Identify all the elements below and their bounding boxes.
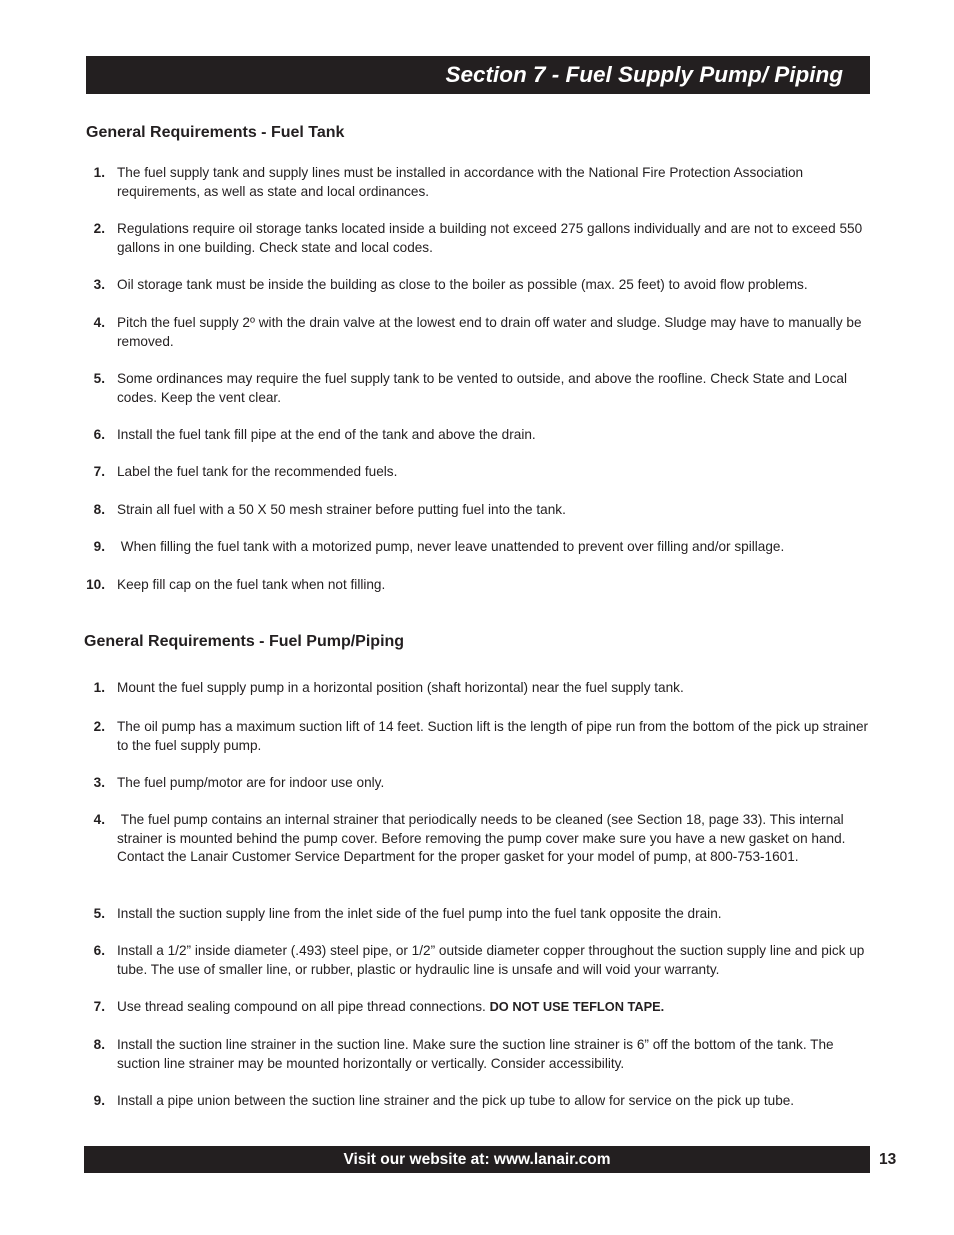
list-item: [82, 811, 872, 867]
item-number: 5.: [93, 371, 105, 386]
item-text: Regulations require oil storage tanks located inside a building not exceed 275 gallons individually and are not to exceed 550 gallons in one building. Check state and local codes.: [117, 221, 863, 255]
item-text-plain: Use thread sealing compound on all pipe thread connections.: [117, 999, 490, 1014]
item-text: Some ordinances may require the fuel supply tank to be vented to outside, and above the roofline. Check State and Local codes. Keep the vent clear.: [117, 371, 847, 405]
item-number: 1.: [93, 680, 105, 695]
list-item: [82, 718, 872, 755]
fuel-tank-heading: General Requirements - Fuel Tank: [86, 124, 345, 141]
item-number: 3.: [93, 277, 105, 292]
fuel-pump-heading: General Requirements - Fuel Pump/Piping: [84, 633, 405, 650]
item-text: When filling the fuel tank with a motorized pump, never leave unattended to prevent over filling and/or spillage.: [117, 539, 785, 554]
list-item: [82, 314, 872, 351]
item-text: Install the suction supply line from the inlet side of the fuel pump into the fuel tank opposite the drain.: [117, 906, 722, 921]
item-text: Strain all fuel with a 50 X 50 mesh strainer before putting fuel into the tank.: [117, 502, 566, 517]
item-number: 9.: [93, 1093, 105, 1108]
item-text: The fuel pump contains an internal strainer that periodically needs to be cleaned (see Section 18, page 33). This internal strainer is mounted behind the pump cover. Before removing the pump cover make sure you have a new gasket on hand. Contact the Lanair Customer Service Department for the proper gasket for your model of pump, at 800-753-1601.: [117, 812, 850, 864]
item-text: Install a pipe union between the suction line strainer and the pick up tube to allow for service on the pick up tube.: [117, 1093, 795, 1108]
list-item: [82, 942, 872, 979]
item-text: Label the fuel tank for the recommended fuels.: [117, 464, 398, 479]
item-text: Oil storage tank must be inside the building as close to the boiler as possible (max. 25 feet) to avoid flow problems.: [117, 277, 808, 292]
item-number: 9.: [93, 539, 105, 554]
item-text: Mount the fuel supply pump in a horizontal position (shaft horizontal) near the fuel supply tank.: [117, 680, 684, 695]
item-text: The fuel pump/motor are for indoor use only.: [117, 775, 385, 790]
footer-bar: [84, 1146, 870, 1173]
list-item: [82, 370, 872, 407]
item-number: 8.: [93, 1037, 105, 1052]
item-text: Install the fuel tank fill pipe at the end of the tank and above the drain.: [117, 427, 536, 442]
list-item: [82, 426, 872, 445]
item-number: 3.: [93, 775, 105, 790]
list-item: [82, 1036, 872, 1073]
item-text: Install a 1/2” inside diameter (.493) steel pipe, or 1/2” outside diameter copper throughout the suction supply line and pick up tube. The use of smaller line, or rubber, plastic or hydraulic line is unsafe and will void your warranty.: [117, 943, 865, 977]
item-number: 6.: [93, 427, 105, 442]
list-item: [82, 164, 872, 201]
item-text: Install the suction line strainer in the suction line. Make sure the suction line strainer is 6” off the bottom of the tank. The suction line strainer may be mounted horizontally or vertically. Consider accessibility.: [117, 1037, 834, 1071]
item-number: 5.: [93, 906, 105, 921]
item-text: The fuel supply tank and supply lines must be installed in accordance with the National Fire Protection Association requirements, as well as state and local ordinances.: [117, 165, 804, 199]
item-number: 1.: [93, 165, 105, 180]
item-text: [117, 998, 872, 1017]
item-number: 2.: [93, 719, 105, 734]
section-title: Section 7 - Fuel Supply Pump/ Piping: [445, 62, 843, 87]
item-text: The oil pump has a maximum suction lift of 14 feet. Suction lift is the length of pipe run from the bottom of the pick up strainer to the fuel supply pump.: [117, 719, 869, 753]
section-header-bar: [86, 56, 870, 94]
list-item: [82, 576, 872, 595]
item-number: 8.: [93, 502, 105, 517]
item-text: Keep fill cap on the fuel tank when not filling.: [117, 577, 386, 592]
item-number: 7.: [93, 464, 105, 479]
list-item: [82, 905, 872, 924]
item-number: 10.: [86, 577, 105, 592]
item-number: 4.: [93, 315, 105, 330]
list-item: [82, 276, 872, 295]
list-item: [82, 538, 872, 557]
list-item: [82, 1092, 872, 1111]
list-item: [82, 463, 872, 482]
item-text: Pitch the fuel supply 2º with the drain valve at the lowest end to drain off water and sludge. Sludge may have to manually be removed.: [117, 315, 862, 349]
list-item: [82, 220, 872, 257]
page-number: 13: [879, 1151, 897, 1168]
item-number: 2.: [93, 221, 105, 236]
website-link[interactable]: Visit our website at: www.lanair.com: [343, 1151, 611, 1168]
list-item: [82, 679, 872, 698]
list-item: [82, 774, 872, 793]
item-number: 4.: [93, 812, 105, 827]
list-item: [82, 998, 872, 1017]
list-item: [82, 501, 872, 520]
item-number: 7.: [93, 999, 105, 1014]
teflon-warning: DO NOT USE TEFLON TAPE.: [489, 999, 665, 1014]
item-number: 6.: [93, 943, 105, 958]
